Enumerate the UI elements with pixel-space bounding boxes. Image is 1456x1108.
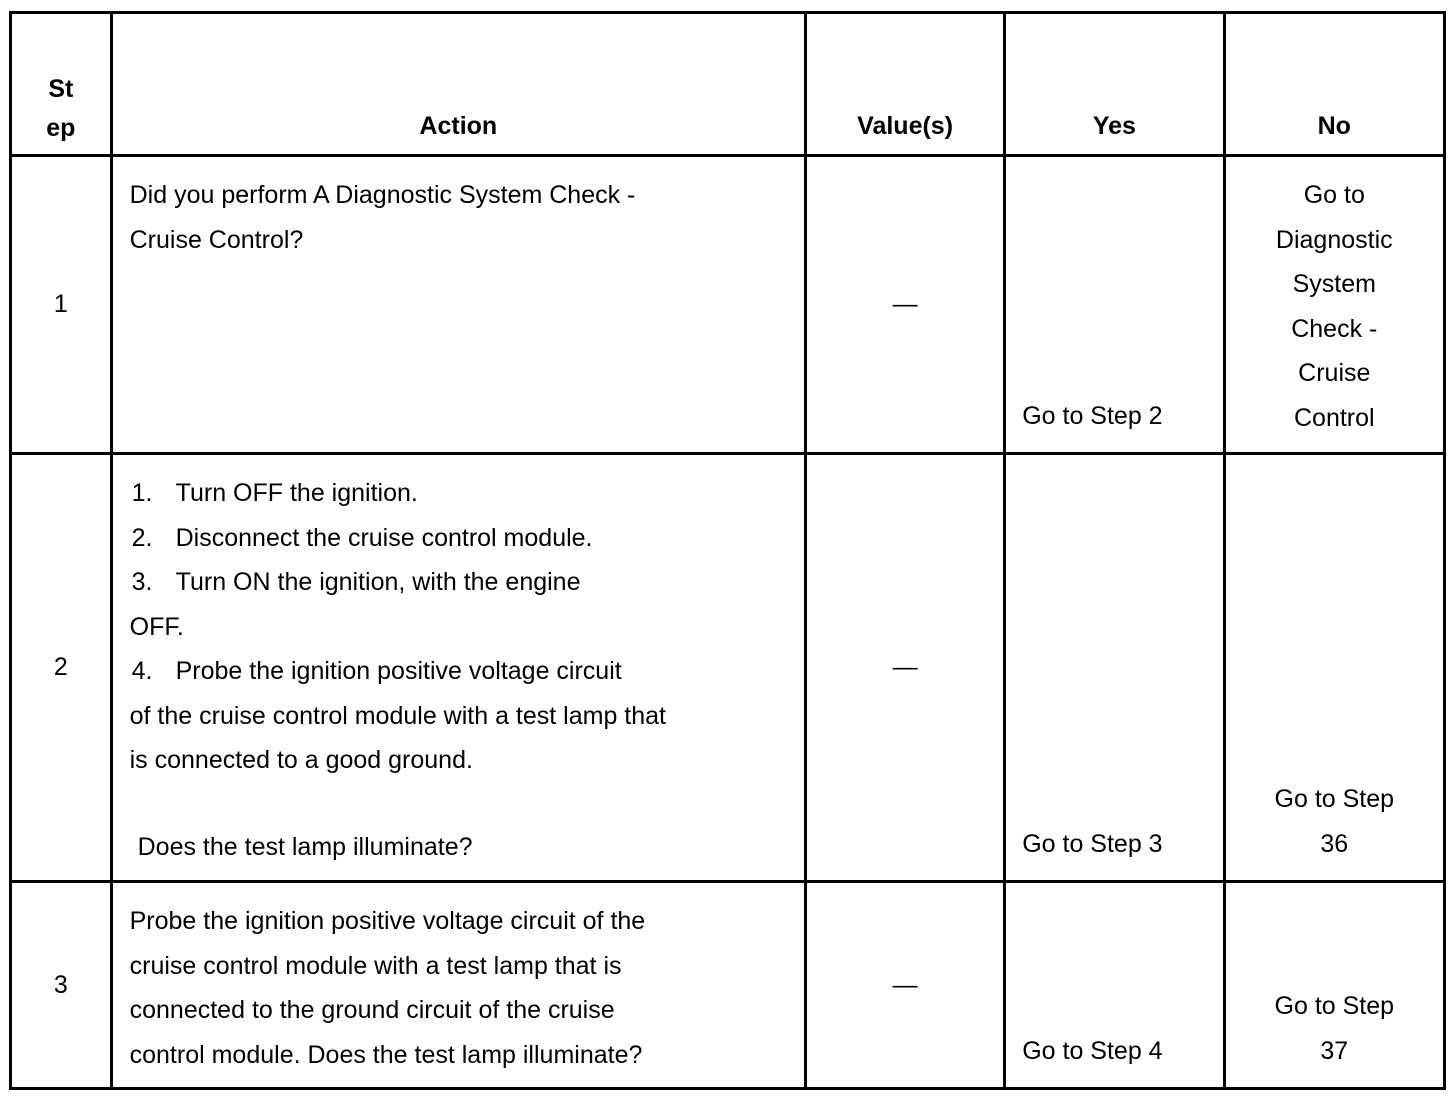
item-text: OFF.: [129, 612, 184, 641]
action-line: connected to the ground circuit of the cruise: [129, 996, 615, 1024]
header-values: Value(s): [805, 13, 1004, 156]
step-number: 1: [11, 156, 112, 454]
header-action: Action: [111, 13, 805, 156]
value-cell: —: [805, 454, 1004, 882]
item-number: 1.: [131, 479, 153, 507]
header-row: [11, 13, 1445, 156]
item-text: Turn ON the ignition, with the engine: [175, 568, 581, 596]
action-item: [130, 471, 804, 516]
diagnostic-table: [9, 11, 1446, 1090]
header-step: St ep: [11, 13, 112, 156]
table-row: [11, 156, 1445, 454]
header-yes: Yes: [1005, 13, 1224, 156]
value-cell: —: [805, 882, 1004, 1089]
item-number: 4.: [131, 657, 153, 685]
action-question: Does the test lamp illuminate?: [137, 832, 473, 861]
action-item: [130, 649, 804, 694]
yes-cell: Go to Step 3: [1005, 454, 1224, 882]
step-number: 2: [11, 454, 112, 882]
no-line: Check -: [1291, 314, 1378, 343]
value-cell: —: [805, 156, 1004, 454]
no-line: 36: [1320, 829, 1349, 858]
no-line: Go to Step: [1274, 785, 1395, 813]
no-line: System: [1292, 270, 1376, 298]
item-number: 2.: [131, 523, 153, 552]
no-line: Diagnostic: [1275, 225, 1393, 254]
no-line: Cruise: [1298, 359, 1371, 387]
yes-cell: Go to Step 4: [1005, 882, 1224, 1089]
item-number: 3.: [131, 568, 153, 596]
action-cell: [111, 156, 805, 454]
step-number: 3: [11, 882, 112, 1089]
no-line: 37: [1320, 1036, 1349, 1065]
yes-cell: Go to Step 2: [1005, 156, 1224, 454]
action-line: cruise control module with a test lamp that is: [129, 951, 622, 980]
item-text: of the cruise control module with a test lamp that: [129, 701, 667, 730]
action-item: [130, 694, 804, 739]
item-text: Probe the ignition positive voltage circuit: [175, 657, 622, 685]
action-cell: [111, 454, 805, 882]
action-line: Cruise Control?: [129, 225, 304, 254]
table-row: [11, 454, 1445, 882]
action-item: [130, 560, 804, 605]
item-text: Turn OFF the ignition.: [175, 479, 418, 507]
action-line: control module. Does the test lamp illuminate?: [129, 1040, 643, 1069]
item-text: Disconnect the cruise control module.: [175, 523, 593, 552]
action-item: [130, 605, 804, 650]
action-line: Did you perform A Diagnostic System Check -: [129, 181, 636, 209]
no-line: Go to: [1303, 181, 1365, 209]
table-row: [11, 882, 1445, 1089]
no-cell: [1224, 156, 1444, 454]
action-cell: [111, 882, 805, 1089]
action-item: [130, 738, 804, 783]
no-line: Control: [1294, 403, 1375, 432]
action-item: [130, 516, 804, 561]
no-cell: [1224, 882, 1444, 1089]
action-line: Probe the ignition positive voltage circuit of the: [129, 907, 646, 935]
item-text: is connected to a good ground.: [129, 746, 473, 774]
no-cell: [1224, 454, 1444, 882]
header-no: No: [1224, 13, 1444, 156]
no-line: Go to Step: [1274, 992, 1395, 1020]
